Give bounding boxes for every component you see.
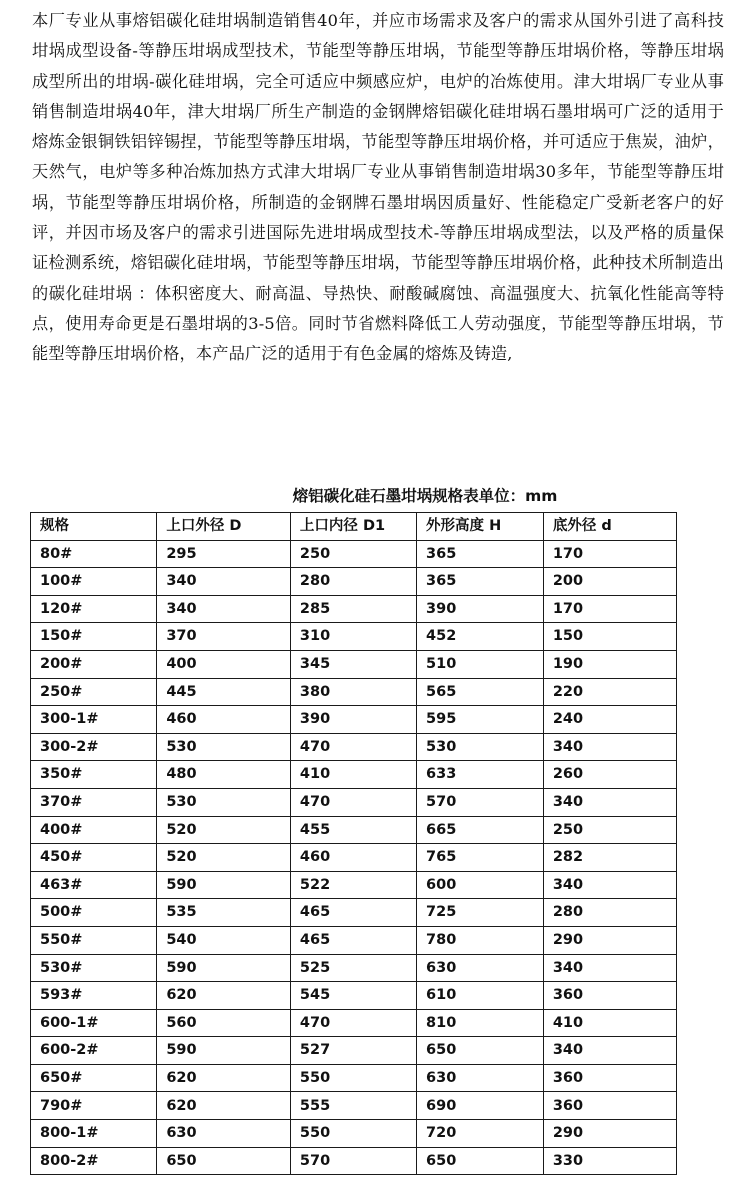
- table-cell-value: 810: [417, 1009, 544, 1037]
- table-cell-value: 720: [417, 1120, 544, 1148]
- table-cell-spec: 100#: [31, 568, 157, 596]
- table-cell-value: 570: [417, 788, 544, 816]
- table-cell-value: 470: [290, 1009, 416, 1037]
- table-cell-value: 340: [543, 788, 676, 816]
- table-cell-value: 650: [417, 1147, 544, 1175]
- table-cell-value: 170: [543, 540, 676, 568]
- table-cell-value: 310: [290, 623, 416, 651]
- table-cell-value: 345: [290, 650, 416, 678]
- table-cell-value: 725: [417, 899, 544, 927]
- table-cell-value: 370: [157, 623, 291, 651]
- table-row: [31, 733, 677, 761]
- table-cell-value: 630: [417, 954, 544, 982]
- table-cell-spec: 800-1#: [31, 1120, 157, 1148]
- table-cell-value: 280: [543, 899, 676, 927]
- table-header-cell: 上口外径 D: [157, 513, 291, 541]
- table-header-cell: 规格: [31, 513, 157, 541]
- table-cell-value: 465: [290, 926, 416, 954]
- table-cell-value: 610: [417, 982, 544, 1010]
- table-cell-spec: 530#: [31, 954, 157, 982]
- table-cell-spec: 80#: [31, 540, 157, 568]
- table-cell-spec: 500#: [31, 899, 157, 927]
- table-cell-value: 630: [417, 1064, 544, 1092]
- table-cell-value: 455: [290, 816, 416, 844]
- table-cell-value: 480: [157, 761, 291, 789]
- table-cell-value: 220: [543, 678, 676, 706]
- table-cell-value: 665: [417, 816, 544, 844]
- table-cell-value: 600: [417, 871, 544, 899]
- table-cell-value: 470: [290, 733, 416, 761]
- table-cell-value: 520: [157, 844, 291, 872]
- table-cell-value: 555: [290, 1092, 416, 1120]
- table-cell-value: 250: [543, 816, 676, 844]
- table-cell-value: 365: [417, 540, 544, 568]
- table-cell-spec: 200#: [31, 650, 157, 678]
- table-row: [31, 1037, 677, 1065]
- table-row: [31, 1064, 677, 1092]
- table-cell-value: 200: [543, 568, 676, 596]
- table-cell-value: 410: [290, 761, 416, 789]
- table-cell-value: 330: [543, 1147, 676, 1175]
- table-cell-value: 590: [157, 954, 291, 982]
- table-row: [31, 595, 677, 623]
- table-cell-value: 650: [417, 1037, 544, 1065]
- table-cell-value: 260: [543, 761, 676, 789]
- table-row: [31, 982, 677, 1010]
- table-header-cell: 底外径 d: [543, 513, 676, 541]
- table-row: [31, 623, 677, 651]
- table-cell-value: 390: [417, 595, 544, 623]
- table-cell-value: 510: [417, 650, 544, 678]
- table-cell-value: 290: [543, 1120, 676, 1148]
- table-row: [31, 926, 677, 954]
- table-row: [31, 1092, 677, 1120]
- table-cell-value: 360: [543, 1092, 676, 1120]
- table-row: [31, 816, 677, 844]
- table-cell-value: 285: [290, 595, 416, 623]
- spec-table: [30, 512, 677, 1175]
- table-cell-value: 295: [157, 540, 291, 568]
- table-cell-spec: 800-2#: [31, 1147, 157, 1175]
- table-cell-spec: 593#: [31, 982, 157, 1010]
- table-cell-value: 527: [290, 1037, 416, 1065]
- table-cell-spec: 120#: [31, 595, 157, 623]
- table-cell-value: 595: [417, 706, 544, 734]
- table-cell-value: 340: [543, 733, 676, 761]
- table-cell-value: 545: [290, 982, 416, 1010]
- table-cell-value: 530: [157, 733, 291, 761]
- table-cell-value: 520: [157, 816, 291, 844]
- table-row: [31, 706, 677, 734]
- table-row: [31, 568, 677, 596]
- table-cell-value: 390: [290, 706, 416, 734]
- table-cell-value: 522: [290, 871, 416, 899]
- table-cell-value: 340: [543, 954, 676, 982]
- table-cell-value: 525: [290, 954, 416, 982]
- table-cell-value: 340: [543, 871, 676, 899]
- table-cell-value: 630: [157, 1120, 291, 1148]
- table-cell-value: 470: [290, 788, 416, 816]
- table-cell-spec: 600-1#: [31, 1009, 157, 1037]
- table-cell-spec: 300-2#: [31, 733, 157, 761]
- table-cell-value: 340: [157, 568, 291, 596]
- table-row: [31, 844, 677, 872]
- table-cell-value: 633: [417, 761, 544, 789]
- table-header-row: [31, 513, 677, 541]
- table-cell-spec: 450#: [31, 844, 157, 872]
- table-cell-spec: 463#: [31, 871, 157, 899]
- table-cell-value: 620: [157, 1092, 291, 1120]
- table-cell-value: 380: [290, 678, 416, 706]
- table-cell-value: 460: [290, 844, 416, 872]
- table-cell-value: 190: [543, 650, 676, 678]
- table-cell-spec: 350#: [31, 761, 157, 789]
- table-cell-spec: 150#: [31, 623, 157, 651]
- table-row: [31, 761, 677, 789]
- table-cell-value: 465: [290, 899, 416, 927]
- table-cell-value: 150: [543, 623, 676, 651]
- table-cell-spec: 650#: [31, 1064, 157, 1092]
- table-cell-value: 360: [543, 1064, 676, 1092]
- table-row: [31, 540, 677, 568]
- table-cell-value: 530: [417, 733, 544, 761]
- table-row: [31, 871, 677, 899]
- table-cell-spec: 600-2#: [31, 1037, 157, 1065]
- table-cell-value: 550: [290, 1064, 416, 1092]
- table-cell-value: 765: [417, 844, 544, 872]
- table-cell-value: 460: [157, 706, 291, 734]
- table-cell-value: 360: [543, 982, 676, 1010]
- table-row: [31, 954, 677, 982]
- table-cell-value: 250: [290, 540, 416, 568]
- table-cell-value: 240: [543, 706, 676, 734]
- table-cell-value: 340: [157, 595, 291, 623]
- table-cell-value: 620: [157, 982, 291, 1010]
- table-cell-value: 620: [157, 1064, 291, 1092]
- table-header-cell: 上口内径 D1: [290, 513, 416, 541]
- table-cell-value: 400: [157, 650, 291, 678]
- table-cell-value: 690: [417, 1092, 544, 1120]
- table-cell-value: 780: [417, 926, 544, 954]
- table-cell-value: 565: [417, 678, 544, 706]
- table-row: [31, 1147, 677, 1175]
- table-cell-value: 650: [157, 1147, 291, 1175]
- table-cell-value: 550: [290, 1120, 416, 1148]
- table-header-cell: 外形高度 H: [417, 513, 544, 541]
- table-cell-value: 170: [543, 595, 676, 623]
- table-row: [31, 899, 677, 927]
- intro-paragraph: 本厂专业从事熔铝碳化硅坩埚制造销售40年，并应市场需求及客户的需求从国外引进了高科技坩埚成型设备-等静压坩埚成型技术，节能型等静压坩埚，节能型等静压坩埚价格，等静压坩埚成型所出的坩埚-碳化硅坩埚，完全可适应中频感应炉，电炉的冶炼使用。津大坩埚厂专业从事销售制造坩埚40年，津大坩埚厂所生产制造的金钢牌熔铝碳化硅坩埚石墨坩埚可广泛的适用于熔炼金银铜铁铝锌锡捏，节能型等静压坩埚，节能型等静压坩埚价格，并可适应于焦炭，油炉，天然气，电炉等多种冶炼加热方式津大坩埚厂专业从事销售制造坩埚30多年，节能型等静压坩埚，节能型等静压坩埚价格，所制造的金钢牌石墨坩埚因质量好、性能稳定广受新老客户的好评，并因市场及客户的需求引进国际先进坩埚成型技术-等静压坩埚成型法，以及严格的质量保证检测系统，熔铝碳化硅坩埚，节能型等静压坩埚，节能型等静压坩埚价格，此种技术所制造出的碳化硅坩埚 ：体积密度大、耐高温、导热快、耐酸碱腐蚀、高温强度大、抗氧化性能高等特点，使用寿命更是石墨坩埚的3-5倍。同时节省燃料降低工人劳动强度，节能型等静压坩埚，节能型等静压坩埚价格，本产品广泛的适用于有色金属的熔炼及铸造,: [32, 11, 724, 364]
- table-cell-spec: 370#: [31, 788, 157, 816]
- table-row: [31, 1120, 677, 1148]
- table-row: [31, 788, 677, 816]
- table-cell-value: 290: [543, 926, 676, 954]
- table-cell-value: 445: [157, 678, 291, 706]
- table-cell-value: 282: [543, 844, 676, 872]
- table-cell-value: 535: [157, 899, 291, 927]
- table-cell-value: 560: [157, 1009, 291, 1037]
- table-cell-spec: 250#: [31, 678, 157, 706]
- table-cell-value: 530: [157, 788, 291, 816]
- table-cell-value: 340: [543, 1037, 676, 1065]
- table-cell-value: 590: [157, 871, 291, 899]
- table-cell-spec: 550#: [31, 926, 157, 954]
- table-cell-value: 570: [290, 1147, 416, 1175]
- table-cell-value: 410: [543, 1009, 676, 1037]
- table-cell-value: 540: [157, 926, 291, 954]
- table-cell-value: 365: [417, 568, 544, 596]
- table-row: [31, 1009, 677, 1037]
- table-row: [31, 678, 677, 706]
- table-cell-spec: 400#: [31, 816, 157, 844]
- table-cell-value: 452: [417, 623, 544, 651]
- table-row: [31, 650, 677, 678]
- table-cell-value: 280: [290, 568, 416, 596]
- table-cell-spec: 300-1#: [31, 706, 157, 734]
- table-cell-value: 590: [157, 1037, 291, 1065]
- table-cell-spec: 790#: [31, 1092, 157, 1120]
- table-title: 熔铝碳化硅石墨坩埚规格表单位：mm: [292, 487, 558, 505]
